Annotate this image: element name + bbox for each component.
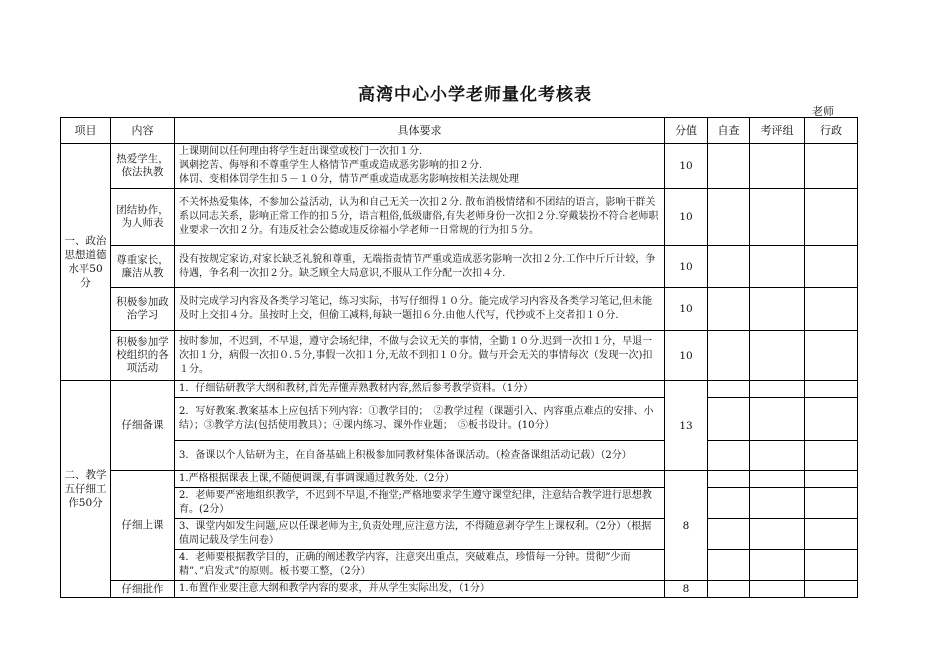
admin-cell[interactable] — [805, 441, 858, 471]
score-cell: 10 — [665, 189, 708, 246]
self-check-cell[interactable] — [708, 519, 750, 550]
admin-cell[interactable] — [805, 519, 858, 550]
table-row — [61, 246, 858, 288]
self-check-cell[interactable] — [708, 144, 750, 189]
requirement-cell: 按时参加，不迟到，不早退，遵守会场纪律，不做与会议无关的事情，全勤１０分.迟到一次扣１分，早退一次扣１分，病假一次扣０.５分,事假一次扣１分,无故不到扣１０分。做与开会无关的事情每次（发现一次)扣１分。 — [175, 331, 665, 381]
score-cell: 10 — [665, 144, 708, 189]
item-cell: 仔细备课 — [111, 381, 175, 471]
item-cell: 仔细上课 — [111, 471, 175, 581]
table-row — [61, 381, 858, 398]
review-group-cell[interactable] — [750, 471, 805, 488]
table-row — [61, 488, 858, 519]
table-row — [61, 471, 858, 488]
review-group-cell[interactable] — [750, 189, 805, 246]
self-check-cell[interactable] — [708, 581, 750, 598]
item-cell: 热爱学生，依法执教 — [111, 144, 175, 189]
self-check-cell[interactable] — [708, 189, 750, 246]
review-group-cell[interactable] — [750, 246, 805, 288]
admin-cell[interactable] — [805, 331, 858, 381]
table-row — [61, 581, 858, 598]
requirement-cell: 4．老师要根据教学目的，正确的阐述教学内容，注意突出重点，突破难点，珍惜每一分钟。贯彻”少而精”、”启发式”的原则。板书要工整，（2分） — [175, 550, 665, 581]
category-cell: 一、政治思想道德水平50分 — [61, 144, 111, 381]
self-check-cell[interactable] — [708, 398, 750, 441]
assessment-table — [60, 117, 858, 598]
item-cell: 积极参加政治学习 — [111, 288, 175, 331]
admin-cell[interactable] — [805, 144, 858, 189]
score-cell: 13 — [665, 381, 708, 471]
score-cell: 10 — [665, 288, 708, 331]
item-cell: 仔细批作 — [111, 581, 175, 598]
requirement-cell: 不关怀热爱集体，不参加公益活动，认为和自己无关一次扣２分. 散布消极情绪和不团结的语言，影响干群关系以同志关系，影响正常工作的扣５分，语言粗俗,低级庸俗,有失老师身份一次扣２分.穿戴装扮不符合老师职业要求一次扣２分。有违反社会公德或违反徐福小学老师一日常规的行为扣５分。 — [175, 189, 665, 246]
table-row — [61, 331, 858, 381]
review-group-cell[interactable] — [750, 288, 805, 331]
self-check-cell[interactable] — [708, 550, 750, 581]
requirement-cell: 上课期间以任何理由将学生赶出课堂或校门一次扣１分. 讽刺挖苦、侮辱和不尊重学生人格情节严重或造成恶劣影响的扣２分. 体罚、变相体罚学生扣５－１０分，情节严重或造成恶劣影响按相关法规处理 — [175, 144, 665, 189]
page-title: 高湾中心小学老师量化考核表 — [358, 85, 592, 105]
admin-cell[interactable] — [805, 288, 858, 331]
header-self-check: 自查 — [708, 118, 750, 144]
review-group-cell[interactable] — [750, 488, 805, 519]
header-requirements: 具体要求 — [175, 118, 665, 144]
requirement-cell: 3．备课以个人钻研为主，在自备基础上积极参加同教材集体备课活动。（检查备课组活动记载）（2分） — [175, 441, 665, 471]
header-review-group: 考评组 — [750, 118, 805, 144]
self-check-cell[interactable] — [708, 441, 750, 471]
score-cell: 8 — [665, 581, 708, 598]
requirement-cell: 及时完成学习内容及各类学习笔记，练习实际，书写仔细得１０分。能完成学习内容及各类学习笔记,但未能及时上交扣４分。虽按时上交，但偷工减料,每缺一题扣６分.由他人代写，代抄或不上交者扣１０分. — [175, 288, 665, 331]
review-group-cell[interactable] — [750, 398, 805, 441]
header-score: 分值 — [665, 118, 708, 144]
self-check-cell[interactable] — [708, 288, 750, 331]
self-check-cell[interactable] — [708, 471, 750, 488]
header-admin: 行政 — [805, 118, 858, 144]
admin-cell[interactable] — [805, 381, 858, 398]
requirement-cell: 2．写好教案.教案基本上应包括下列内容：①教学目的； ②教学过程（课题引入、内容重点难点的安排、小结）；③教学方法(包括使用教具）；④课内练习、课外作业题； ⑤板书设计。(10分） — [175, 398, 665, 441]
table-row — [61, 189, 858, 246]
admin-cell[interactable] — [805, 550, 858, 581]
teacher-label: 老师 — [812, 105, 834, 118]
category-cell: 二、教学五仔细工作50分 — [61, 381, 111, 598]
header-project: 项目 — [61, 118, 111, 144]
table-row — [61, 519, 858, 550]
admin-cell[interactable] — [805, 398, 858, 441]
table-row — [61, 144, 858, 189]
review-group-cell[interactable] — [750, 381, 805, 398]
admin-cell[interactable] — [805, 581, 858, 598]
requirement-cell: 1.严格根据课表上课,不随便调课,有事调课通过教务处.（2分） — [175, 471, 665, 488]
requirement-cell: 没有按规定家访,对家长缺乏礼貌和尊重，无端指责情节严重或造成恶劣影响一次扣２分.工作中斤斤计较，争待遇，争名利一次扣２分。缺乏顾全大局意识,不服从工作分配一次扣４分. — [175, 246, 665, 288]
review-group-cell[interactable] — [750, 441, 805, 471]
admin-cell[interactable] — [805, 471, 858, 488]
review-group-cell[interactable] — [750, 144, 805, 189]
admin-cell[interactable] — [805, 246, 858, 288]
table-row — [61, 288, 858, 331]
table-row — [61, 398, 858, 441]
review-group-cell[interactable] — [750, 519, 805, 550]
table-row — [61, 550, 858, 581]
requirement-cell: 3、课堂内如发生问题,应以任课老师为主,负责处理,应注意方法，不得随意剥夺学生上课权利。（2分）（根据值周记载及学生问卷） — [175, 519, 665, 550]
self-check-cell[interactable] — [708, 488, 750, 519]
item-cell: 积极参加学校组织的各项活动 — [111, 331, 175, 381]
review-group-cell[interactable] — [750, 550, 805, 581]
self-check-cell[interactable] — [708, 246, 750, 288]
score-cell: 10 — [665, 331, 708, 381]
requirement-cell: 1.布置作业要注意大纲和教学内容的要求，并从学生实际出发，（1分） — [175, 581, 665, 598]
header-content: 内容 — [111, 118, 175, 144]
requirement-cell: 1．仔细钻研教学大纲和教材,首先弄懂弄熟教材内容,然后参考教学资料。（1分） — [175, 381, 665, 398]
item-cell: 尊重家长，廉洁从教 — [111, 246, 175, 288]
self-check-cell[interactable] — [708, 331, 750, 381]
score-cell: 8 — [665, 471, 708, 581]
admin-cell[interactable] — [805, 488, 858, 519]
self-check-cell[interactable] — [708, 381, 750, 398]
requirement-cell: 2．老师要严密地组织教学，不迟到不早退,不拖堂;严格地要求学生遵守课堂纪律，注意结合教学进行思想教育。(2分） — [175, 488, 665, 519]
review-group-cell[interactable] — [750, 331, 805, 381]
score-cell: 10 — [665, 246, 708, 288]
table-row — [61, 441, 858, 471]
admin-cell[interactable] — [805, 189, 858, 246]
review-group-cell[interactable] — [750, 581, 805, 598]
header-row — [61, 118, 858, 144]
item-cell: 团结协作，为人师表 — [111, 189, 175, 246]
